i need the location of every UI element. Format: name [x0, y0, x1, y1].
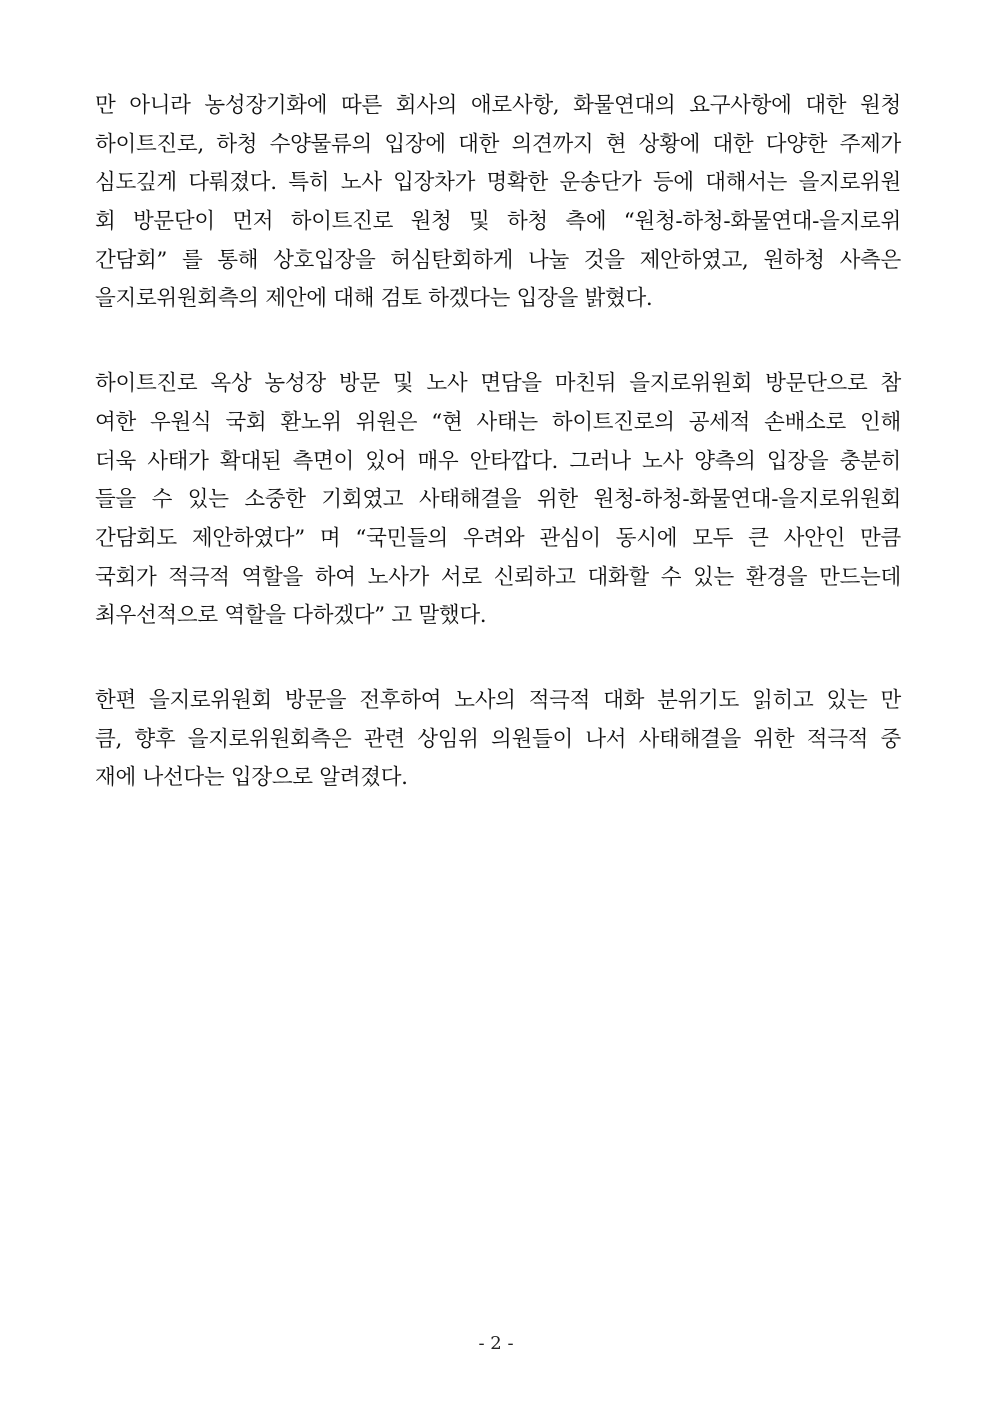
page-number: - 2 -: [478, 1333, 514, 1354]
paragraph-1: [95, 87, 901, 319]
paragraph-line: 간담회도 제안하였다” 며 “국민들의 우려와 관심이 동시에 모두 큰 사안인 만큼: [95, 525, 901, 551]
paragraph-line: 을지로위원회측의 제안에 대해 검토 하겠다는 입장을 밝혔다.: [95, 286, 653, 312]
paragraph-line: 재에 나선다는 입장으로 알려졌다.: [95, 765, 408, 791]
paragraph-line: 들을 수 있는 소중한 기회였고 사태해결을 위한 원청-하청-화물연대-을지로위원회: [95, 487, 901, 513]
paragraph-line: 큼, 향후 을지로위원회측은 관련 상임위 의원들이 나서 사태해결을 위한 적극적 중: [95, 726, 901, 752]
paragraph-line: 최우선적으로 역할을 다하겠다” 고 말했다.: [95, 603, 487, 629]
paragraph-line: 여한 우원식 국회 환노위 위원은 “현 사태는 하이트진로의 공세적 손배소로 인해: [95, 409, 901, 435]
document-body: [95, 87, 901, 844]
paragraph-3: [95, 682, 901, 798]
paragraph-line: 회 방문단이 먼저 하이트진로 원청 및 하청 측에 “원청-하청-화물연대-을지로위: [95, 209, 901, 235]
paragraph-line: 간담회” 를 통해 상호입장을 허심탄회하게 나눌 것을 제안하였고, 원하청 사측은: [95, 247, 901, 273]
paragraph-line: 하이트진로 옥상 농성장 방문 및 노사 면담을 마친뒤 을지로위원회 방문단으로 참: [95, 371, 901, 397]
paragraph-line: 더욱 사태가 확대된 측면이 있어 매우 안타깝다. 그러나 노사 양측의 입장을 충분히: [95, 448, 901, 474]
paragraph-2: [95, 365, 901, 636]
paragraph-line: 국회가 적극적 역할을 하여 노사가 서로 신뢰하고 대화할 수 있는 환경을 만드는데: [95, 564, 901, 590]
paragraph-line: 한편 을지로위원회 방문을 전후하여 노사의 적극적 대화 분위기도 읽히고 있는 만: [95, 687, 901, 713]
paragraph-line: 만 아니라 농성장기화에 따른 회사의 애로사항, 화물연대의 요구사항에 대한 원청: [95, 93, 901, 118]
paragraph-line: 하이트진로, 하청 수양물류의 입장에 대한 의견까지 현 상황에 대한 다양한 주제가: [95, 131, 901, 157]
paragraph-line: 심도깊게 다뤄졌다. 특히 노사 입장차가 명확한 운송단가 등에 대해서는 을지로위원: [95, 170, 901, 196]
